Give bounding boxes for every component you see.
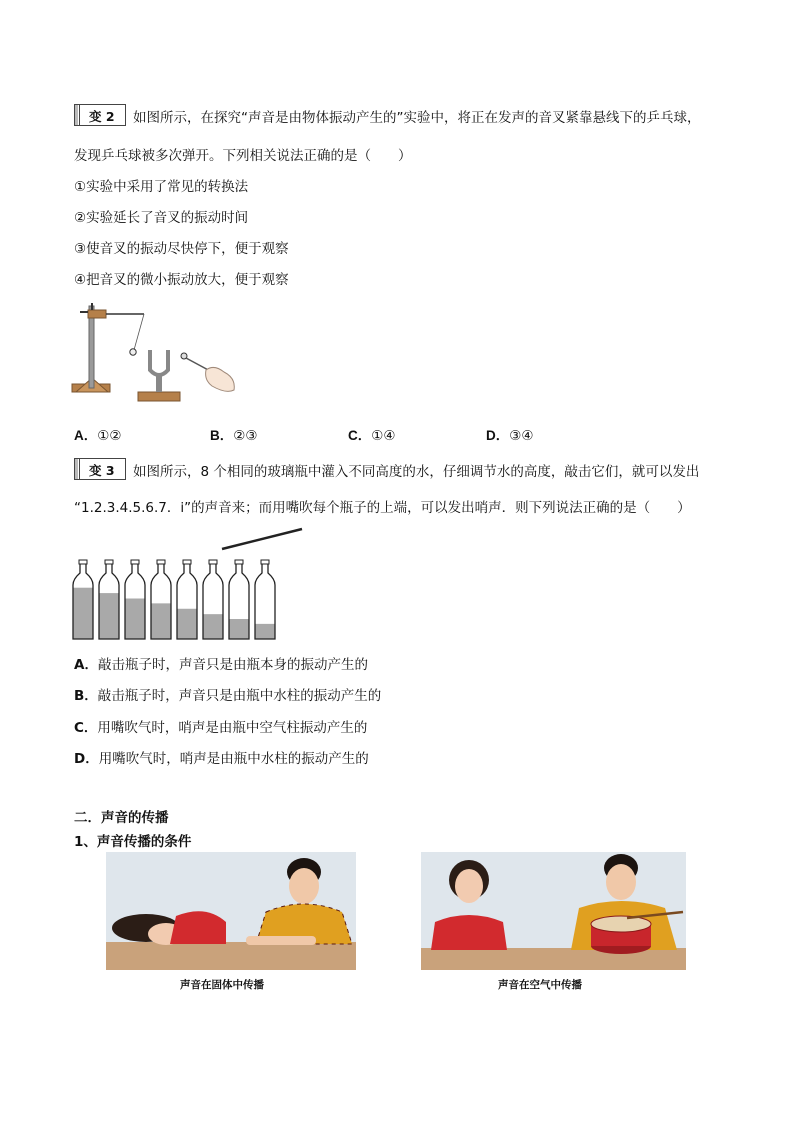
option-letter: C．	[74, 720, 98, 736]
bottle-lip-3	[131, 560, 139, 564]
option-text: 敲击瓶子时，声音只是由瓶本身的振动产生的	[97, 657, 368, 673]
photo-sound-in-air	[421, 852, 686, 970]
option-letter: D．	[74, 751, 99, 767]
option-text: ②③	[233, 428, 258, 444]
striking-rod	[222, 529, 302, 549]
bottle-lip-1	[79, 560, 87, 564]
bottle-3	[125, 560, 145, 639]
option-text: 敲击瓶子时，声音只是由瓶中水柱的振动产生的	[97, 688, 382, 704]
bottle-7	[229, 560, 249, 639]
bottle-lip-8	[261, 560, 269, 564]
ping-pong-ball	[130, 349, 136, 355]
option-letter: D．	[486, 428, 510, 443]
tuning-fork-figure	[66, 298, 241, 408]
bottle-water-3	[125, 599, 145, 640]
bottle-8	[255, 560, 275, 639]
q2-option-d[interactable]	[486, 424, 533, 444]
option-text: 用嘴吹气时，哨声是由瓶中空气柱振动产生的	[97, 720, 368, 736]
bottle-2	[99, 560, 119, 639]
option-text: ③④	[509, 428, 534, 444]
option-text: ①②	[97, 428, 122, 444]
q2-statement-1: ①实验中采用了常见的转换法	[74, 179, 249, 195]
table	[421, 948, 686, 970]
bottle-lip-5	[183, 560, 191, 564]
variant-tag-2	[74, 104, 126, 126]
q2-statement-3: ③使音叉的振动尽快停下，便于观察	[74, 241, 289, 257]
q3-option-c[interactable]	[74, 716, 367, 736]
bottles-figure	[70, 525, 310, 643]
bottle-lip-4	[157, 560, 165, 564]
q2-option-a[interactable]	[74, 424, 121, 444]
option-text: ①④	[371, 428, 396, 444]
bottle-water-6	[203, 614, 223, 639]
option-text: 用嘴吹气时，哨声是由瓶中水柱的振动产生的	[98, 751, 369, 767]
caption-left: 声音在固体中传播	[180, 979, 264, 991]
drum-head	[591, 916, 651, 932]
bottle-lip-2	[105, 560, 113, 564]
variant-tag-3	[74, 458, 126, 480]
girl-shirt	[431, 915, 507, 950]
thread	[134, 314, 144, 350]
q2-option-c[interactable]	[348, 424, 395, 444]
q2-stem-line2: 发现乒乓球被多次弹开。下列相关说法正确的是（ ）	[74, 148, 412, 164]
option-letter: B．	[210, 428, 234, 443]
variant-tag-3-label: 变 3	[89, 463, 115, 478]
variant-tag-2-label: 变 2	[89, 109, 115, 124]
girl-shirt	[170, 911, 226, 944]
bottle-5	[177, 560, 197, 639]
photo-sound-in-solid	[106, 852, 356, 970]
q3-option-d[interactable]	[74, 747, 369, 767]
option-letter: A．	[74, 657, 98, 673]
section-subheading: 1、声音传播的条件	[74, 834, 192, 850]
caption-right: 声音在空气中传播	[498, 979, 582, 991]
option-letter: B．	[74, 688, 98, 704]
q3-option-b[interactable]	[74, 684, 381, 704]
option-letter: A．	[74, 428, 98, 443]
bottle-lip-6	[209, 560, 217, 564]
bottle-water-8	[255, 624, 275, 639]
bottle-water-5	[177, 609, 197, 639]
clamp	[88, 310, 106, 318]
option-letter: C．	[348, 428, 372, 443]
q2-option-b[interactable]	[210, 424, 257, 444]
bottle-water-1	[73, 588, 93, 639]
bottle-water-2	[99, 593, 119, 639]
bottle-lip-7	[235, 560, 243, 564]
q2-statement-4: ④把音叉的微小振动放大，便于观察	[74, 272, 289, 288]
table	[106, 942, 356, 970]
q2-statement-2: ②实验延长了音叉的振动时间	[74, 210, 249, 226]
bottle-4	[151, 560, 171, 639]
fork-base	[138, 392, 180, 401]
q3-option-a[interactable]	[74, 653, 368, 673]
q3-stem-line1: 如图所示，8 个相同的玻璃瓶中灌入不同高度的水，仔细调节水的高度，敲击它们，就可以发出	[133, 464, 700, 480]
bottle-1	[73, 560, 93, 639]
q2-stem-line1: 如图所示，在探究“声音是由物体振动产生的”实验中，将正在发声的音叉紧靠悬线下的乒乓球，	[133, 110, 701, 126]
q3-stem-line2: “1.2.3.4.5.6.7．i”的声音来；而用嘴吹每个瓶子的上端，可以发出哨声．则下列说法正确的是（ ）	[74, 500, 691, 516]
tuning-fork	[150, 350, 168, 375]
hand	[206, 367, 235, 391]
bottle-water-4	[151, 603, 171, 639]
section-heading: 二．声音的传播	[74, 810, 169, 826]
bottle-6	[203, 560, 223, 639]
bottle-water-7	[229, 619, 249, 639]
